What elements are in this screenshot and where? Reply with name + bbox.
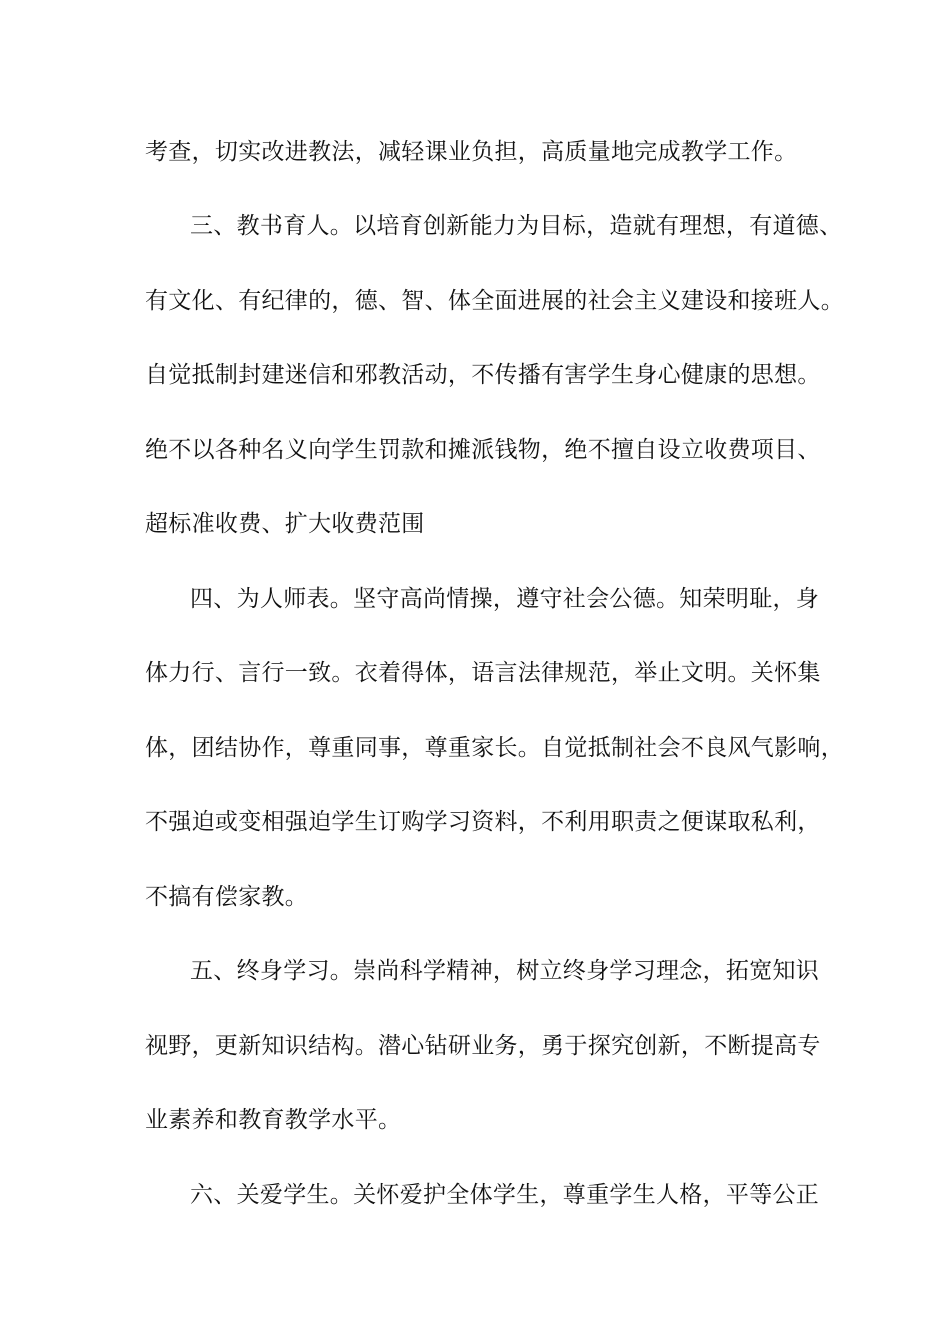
- text-line-15: 六、关爱学生。关怀爱护全体学生，尊重学生人格，平等公正: [190, 1182, 820, 1208]
- text-line-2: 三、教书育人。以培育创新能力为目标，造就有理想，有道德、: [190, 213, 843, 239]
- text-line-3: 有文化、有纪律的，德、智、体全面进展的社会主义建设和接班人。: [145, 288, 844, 314]
- text-line-10: 不强迫或变相强迫学生订购学习资料，不利用职责之便谋取私利，: [145, 809, 821, 835]
- text-line-1: 考查，切实改进教法，减轻课业负担，高质量地完成教学工作。: [145, 139, 798, 165]
- text-line-8: 体力行、言行一致。衣着得体，语言法律规范，举止文明。关怀集: [145, 660, 821, 686]
- text-line-13: 视野，更新知识结构。潜心钻研业务，勇于探究创新，不断提高专: [145, 1033, 821, 1059]
- text-line-11: 不搞有偿家教。: [145, 884, 309, 910]
- text-line-12: 五、终身学习。崇尚科学精神，树立终身学习理念，拓宽知识: [190, 958, 820, 984]
- text-line-14: 业素养和教育教学水平。: [145, 1107, 402, 1133]
- text-line-5: 绝不以各种名义向学生罚款和摊派钱物，绝不擅自设立收费项目、: [145, 437, 821, 463]
- text-line-6: 超标准收费、扩大收费范围: [145, 511, 425, 537]
- text-line-9: 体，团结协作，尊重同事，尊重家长。自觉抵制社会不良风气影响，: [145, 735, 844, 761]
- text-line-7: 四、为人师表。坚守高尚情操，遵守社会公德。知荣明耻，身: [190, 586, 820, 612]
- text-line-4: 自觉抵制封建迷信和邪教活动，不传播有害学生身心健康的思想。: [145, 362, 821, 388]
